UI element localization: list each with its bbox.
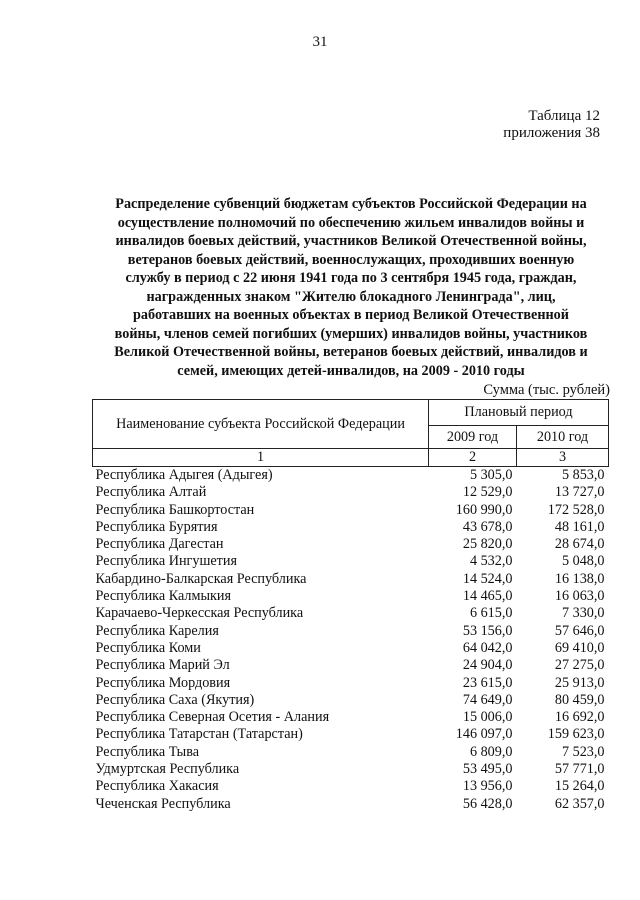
- header-col-number: 3: [517, 449, 609, 467]
- value-2010-cell: 27 275,0: [554, 657, 605, 674]
- subject-name-cell: Чеченская Республика: [95, 795, 231, 812]
- table-label: Таблица 12: [528, 108, 600, 124]
- header-year-2009: 2009 год: [429, 426, 517, 449]
- subject-name-cell: Республика Марий Эл: [95, 657, 230, 674]
- value-2010-cell: 5 048,0: [561, 553, 605, 570]
- value-2009-cell: 24 904,0: [462, 657, 513, 674]
- value-2010-cell: 16 692,0: [554, 709, 605, 726]
- table-row: [93, 692, 609, 709]
- table-row: [93, 623, 609, 640]
- table-row: [93, 761, 609, 778]
- value-2010-cell: 80 459,0: [554, 691, 605, 708]
- title-line: осуществление полномочий по обеспечению жильем инвалидов войны и: [117, 214, 585, 231]
- value-2010-cell: 5 853,0: [561, 467, 605, 483]
- subject-name-cell: Республика Татарстан (Татарстан): [95, 726, 303, 743]
- table-row: [93, 571, 609, 588]
- value-2009-cell: 74 649,0: [462, 691, 513, 708]
- header-planning-period: Плановый период: [429, 400, 609, 426]
- title-line: инвалидов боевых действий, участников Великой Отечественной войны,: [115, 233, 587, 249]
- table-row: [93, 605, 609, 622]
- subject-name-cell: Республика Хакасия: [95, 778, 219, 795]
- table-reference: [503, 108, 600, 142]
- value-2010-cell: 48 161,0: [554, 518, 605, 535]
- value-2009-cell: 12 529,0: [462, 484, 513, 501]
- subject-name-cell: Республика Карелия: [95, 622, 219, 639]
- value-2010-cell: 7 330,0: [561, 605, 605, 622]
- value-2009-cell: 6 615,0: [469, 605, 513, 622]
- subject-name-cell: Республика Алтай: [95, 484, 207, 501]
- value-2009-cell: 14 524,0: [462, 570, 513, 587]
- table-row: [93, 657, 609, 674]
- value-2009-cell: 25 820,0: [462, 536, 513, 553]
- value-2009-cell: 160 990,0: [455, 501, 513, 518]
- document-title: [88, 195, 614, 380]
- title-line: Распределение субвенций бюджетам субъектов Российской Федерации на: [115, 196, 587, 212]
- value-2010-cell: 57 646,0: [554, 622, 605, 639]
- title-line: ветеранов боевых действий, военнослужащих, проходивших военную: [127, 251, 575, 268]
- value-2010-cell: 15 264,0: [554, 778, 605, 795]
- table-row: [93, 588, 609, 605]
- header-subject-name: Наименование субъекта Российской Федерации: [93, 400, 429, 449]
- subject-name-cell: Кабардино-Балкарская Республика: [95, 570, 307, 587]
- value-2010-cell: 62 357,0: [554, 795, 605, 812]
- subject-name-cell: Карачаево-Черкесская Республика: [95, 605, 304, 622]
- value-2009-cell: 53 495,0: [462, 761, 513, 778]
- value-2010-cell: 7 523,0: [561, 743, 605, 760]
- subject-name-cell: Республика Ингушетия: [95, 553, 238, 570]
- title-line: Великой Отечественной войны, ветеранов боевых действий, инвалидов и: [114, 344, 588, 360]
- value-2010-cell: 57 771,0: [554, 761, 605, 778]
- value-2009-cell: 5 305,0: [469, 467, 513, 483]
- table-row: [93, 796, 609, 813]
- subject-name-cell: Республика Северная Осетия - Алания: [95, 709, 330, 726]
- table-row: [93, 709, 609, 726]
- appendix-label: приложения 38: [503, 125, 600, 141]
- subject-name-cell: Удмуртская Республика: [95, 761, 240, 778]
- value-2009-cell: 6 809,0: [469, 743, 513, 760]
- value-2009-cell: 15 006,0: [462, 709, 513, 726]
- table-row: [93, 467, 609, 485]
- value-2010-cell: 16 138,0: [554, 570, 605, 587]
- table-row: [93, 502, 609, 519]
- value-2009-cell: 13 956,0: [462, 778, 513, 795]
- subject-name-cell: Республика Мордовия: [95, 674, 231, 691]
- value-2010-cell: 159 623,0: [547, 726, 605, 743]
- header-year-2010: 2010 год: [517, 426, 609, 449]
- subject-name-cell: Республика Адыгея (Адыгея): [95, 467, 273, 483]
- table-row: [93, 726, 609, 743]
- value-2010-cell: 172 528,0: [547, 501, 605, 518]
- title-line: семей, имеющих детей-инвалидов, на 2009 - 2010 годы: [177, 362, 525, 379]
- table-row: [93, 675, 609, 692]
- title-line: войны, членов семей погибших (умерших) инвалидов войны, участников: [114, 325, 588, 342]
- value-2009-cell: 14 465,0: [462, 588, 513, 605]
- title-line: работавших на военных объектах в период Великой Отечественной: [133, 307, 569, 323]
- subject-name-cell: Республика Саха (Якутия): [95, 691, 255, 708]
- value-2009-cell: 4 532,0: [469, 553, 513, 570]
- page-number: 31: [312, 34, 328, 50]
- subject-name-cell: Республика Башкортостан: [95, 501, 255, 518]
- subject-name-cell: Республика Коми: [95, 639, 201, 656]
- value-2010-cell: 69 410,0: [554, 639, 605, 656]
- table-row: [93, 744, 609, 761]
- table-row: [93, 484, 609, 501]
- value-2010-cell: 28 674,0: [554, 536, 605, 553]
- table-row: [93, 553, 609, 570]
- table-body: [93, 467, 609, 813]
- table-row: [93, 640, 609, 657]
- title-line: награжденных знаком "Жителю блокадного Ленинграда", лиц,: [146, 288, 556, 305]
- value-2009-cell: 56 428,0: [462, 795, 513, 812]
- value-2009-cell: 43 678,0: [462, 518, 513, 535]
- title-line: службу в период с 22 июня 1941 года по 3 сентября 1945 года, граждан,: [125, 270, 577, 286]
- table-row: [93, 536, 609, 553]
- value-2009-cell: 53 156,0: [462, 622, 513, 639]
- header-col-number: 1: [93, 449, 429, 467]
- value-2009-cell: 146 097,0: [455, 726, 513, 743]
- units-note: Сумма (тыс. рублей): [483, 382, 610, 398]
- value-2009-cell: 23 615,0: [462, 674, 513, 691]
- subject-name-cell: Республика Дагестан: [95, 536, 224, 553]
- table-row: [93, 778, 609, 795]
- subject-name-cell: Республика Тыва: [95, 743, 200, 760]
- value-2010-cell: 13 727,0: [554, 484, 605, 501]
- table-row: [93, 519, 609, 536]
- value-2010-cell: 25 913,0: [554, 674, 605, 691]
- subject-name-cell: Республика Бурятия: [95, 518, 218, 535]
- subject-name-cell: Республика Калмыкия: [95, 588, 232, 605]
- value-2010-cell: 16 063,0: [554, 588, 605, 605]
- subvention-table: [92, 399, 609, 813]
- value-2009-cell: 64 042,0: [462, 639, 513, 656]
- header-col-number: 2: [429, 449, 517, 467]
